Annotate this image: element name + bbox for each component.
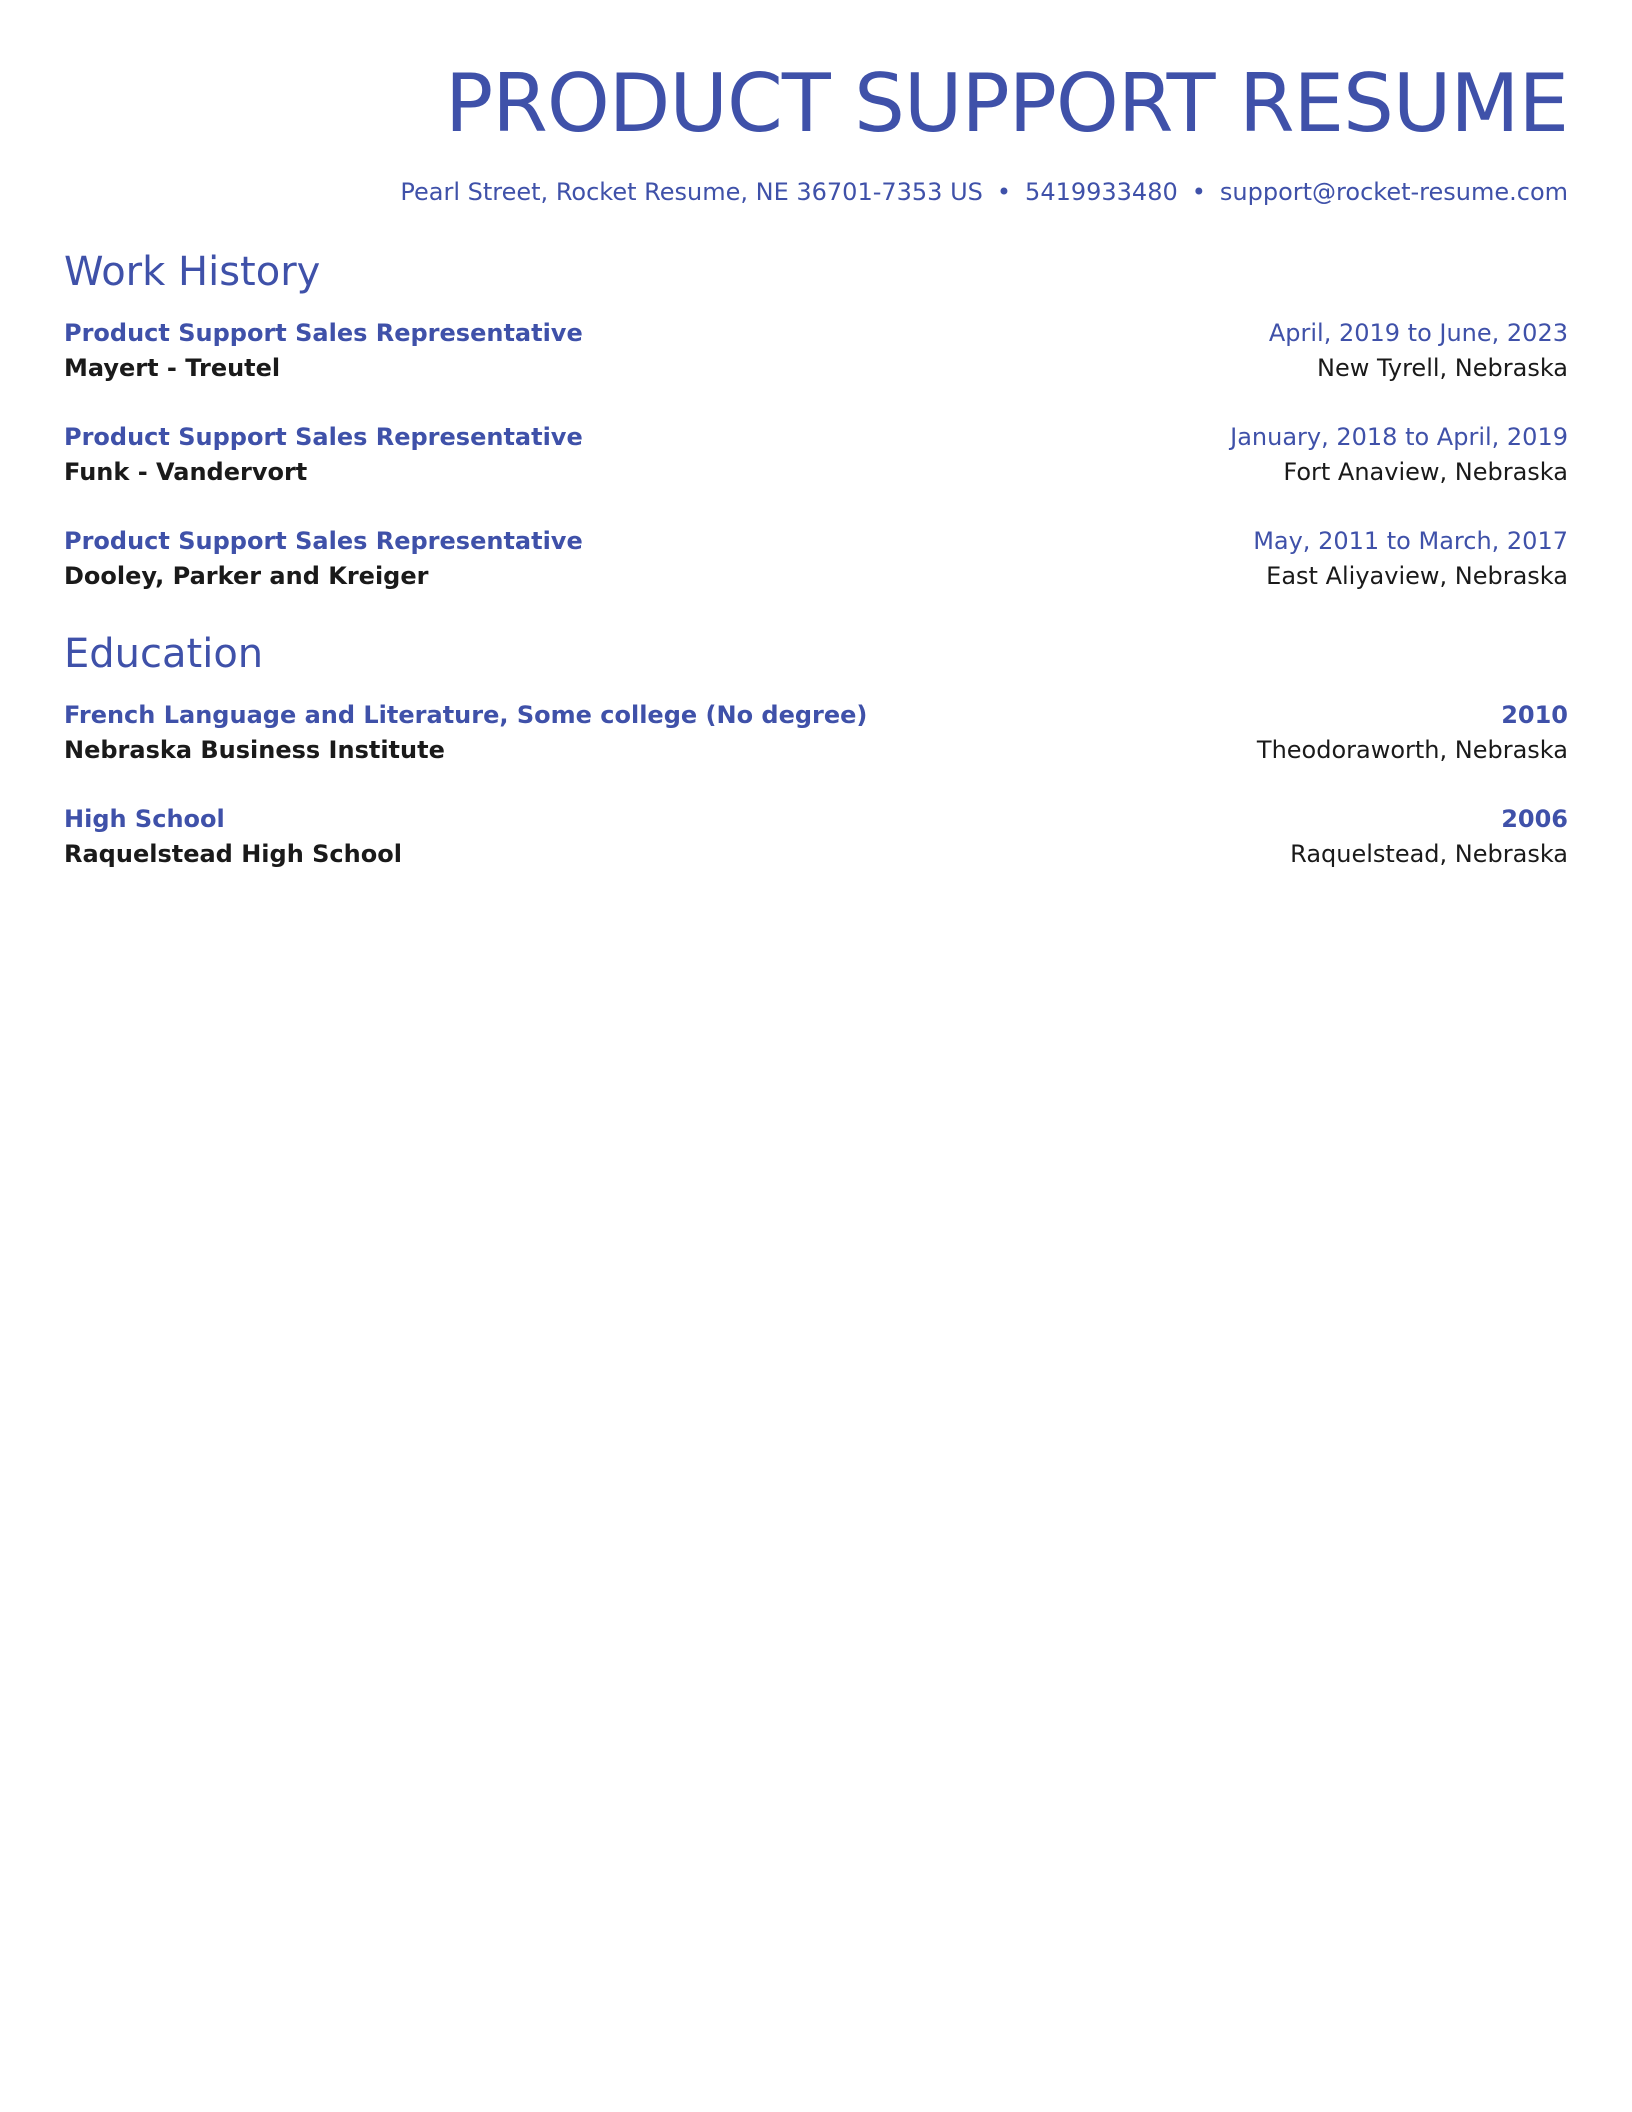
job-dates: May, 2011 to March, 2017: [1253, 527, 1568, 555]
contact-phone: 5419933480: [1025, 178, 1178, 206]
work-history-list: [64, 316, 1568, 594]
job-location: Fort Anaview, Nebraska: [1283, 458, 1568, 486]
work-entry: [64, 316, 1568, 386]
education-entry: [64, 698, 1568, 768]
company-name: Funk - Vandervort: [64, 458, 308, 486]
graduation-year: 2006: [1501, 805, 1568, 833]
school-name: Raquelstead High School: [64, 840, 402, 868]
degree-title: High School: [64, 805, 225, 833]
contact-email: support@rocket-resume.com: [1219, 178, 1568, 206]
education-entry: [64, 802, 1568, 872]
page-title: PRODUCT SUPPORT RESUME: [445, 57, 1568, 150]
job-title: Product Support Sales Representative: [64, 319, 583, 347]
job-dates: January, 2018 to April, 2019: [1230, 423, 1568, 451]
school-location: Raquelstead, Nebraska: [1290, 840, 1568, 868]
graduation-year: 2010: [1501, 701, 1568, 729]
school-name: Nebraska Business Institute: [64, 736, 445, 764]
job-title: Product Support Sales Representative: [64, 423, 583, 451]
company-name: Mayert - Treutel: [64, 354, 281, 382]
contact-address: Pearl Street, Rocket Resume, NE 36701-7353 US: [400, 178, 983, 206]
contact-separator: •: [996, 178, 1012, 206]
company-name: Dooley, Parker and Kreiger: [64, 562, 429, 590]
school-location: Theodoraworth, Nebraska: [1256, 736, 1568, 764]
job-title: Product Support Sales Representative: [64, 527, 583, 555]
work-history-heading: Work History: [64, 249, 321, 295]
degree-title: French Language and Literature, Some college (No degree): [64, 701, 868, 729]
contact-separator: •: [1191, 178, 1206, 206]
job-dates: April, 2019 to June, 2023: [1268, 319, 1568, 347]
education-list: [64, 698, 1568, 872]
resume-page: [64, 0, 1568, 2112]
education-heading: Education: [64, 631, 264, 677]
contact-line: [64, 176, 1568, 208]
job-location: New Tyrell, Nebraska: [1316, 354, 1568, 382]
job-location: East Aliyaview, Nebraska: [1266, 562, 1568, 590]
work-entry: [64, 524, 1568, 594]
work-entry: [64, 420, 1568, 490]
